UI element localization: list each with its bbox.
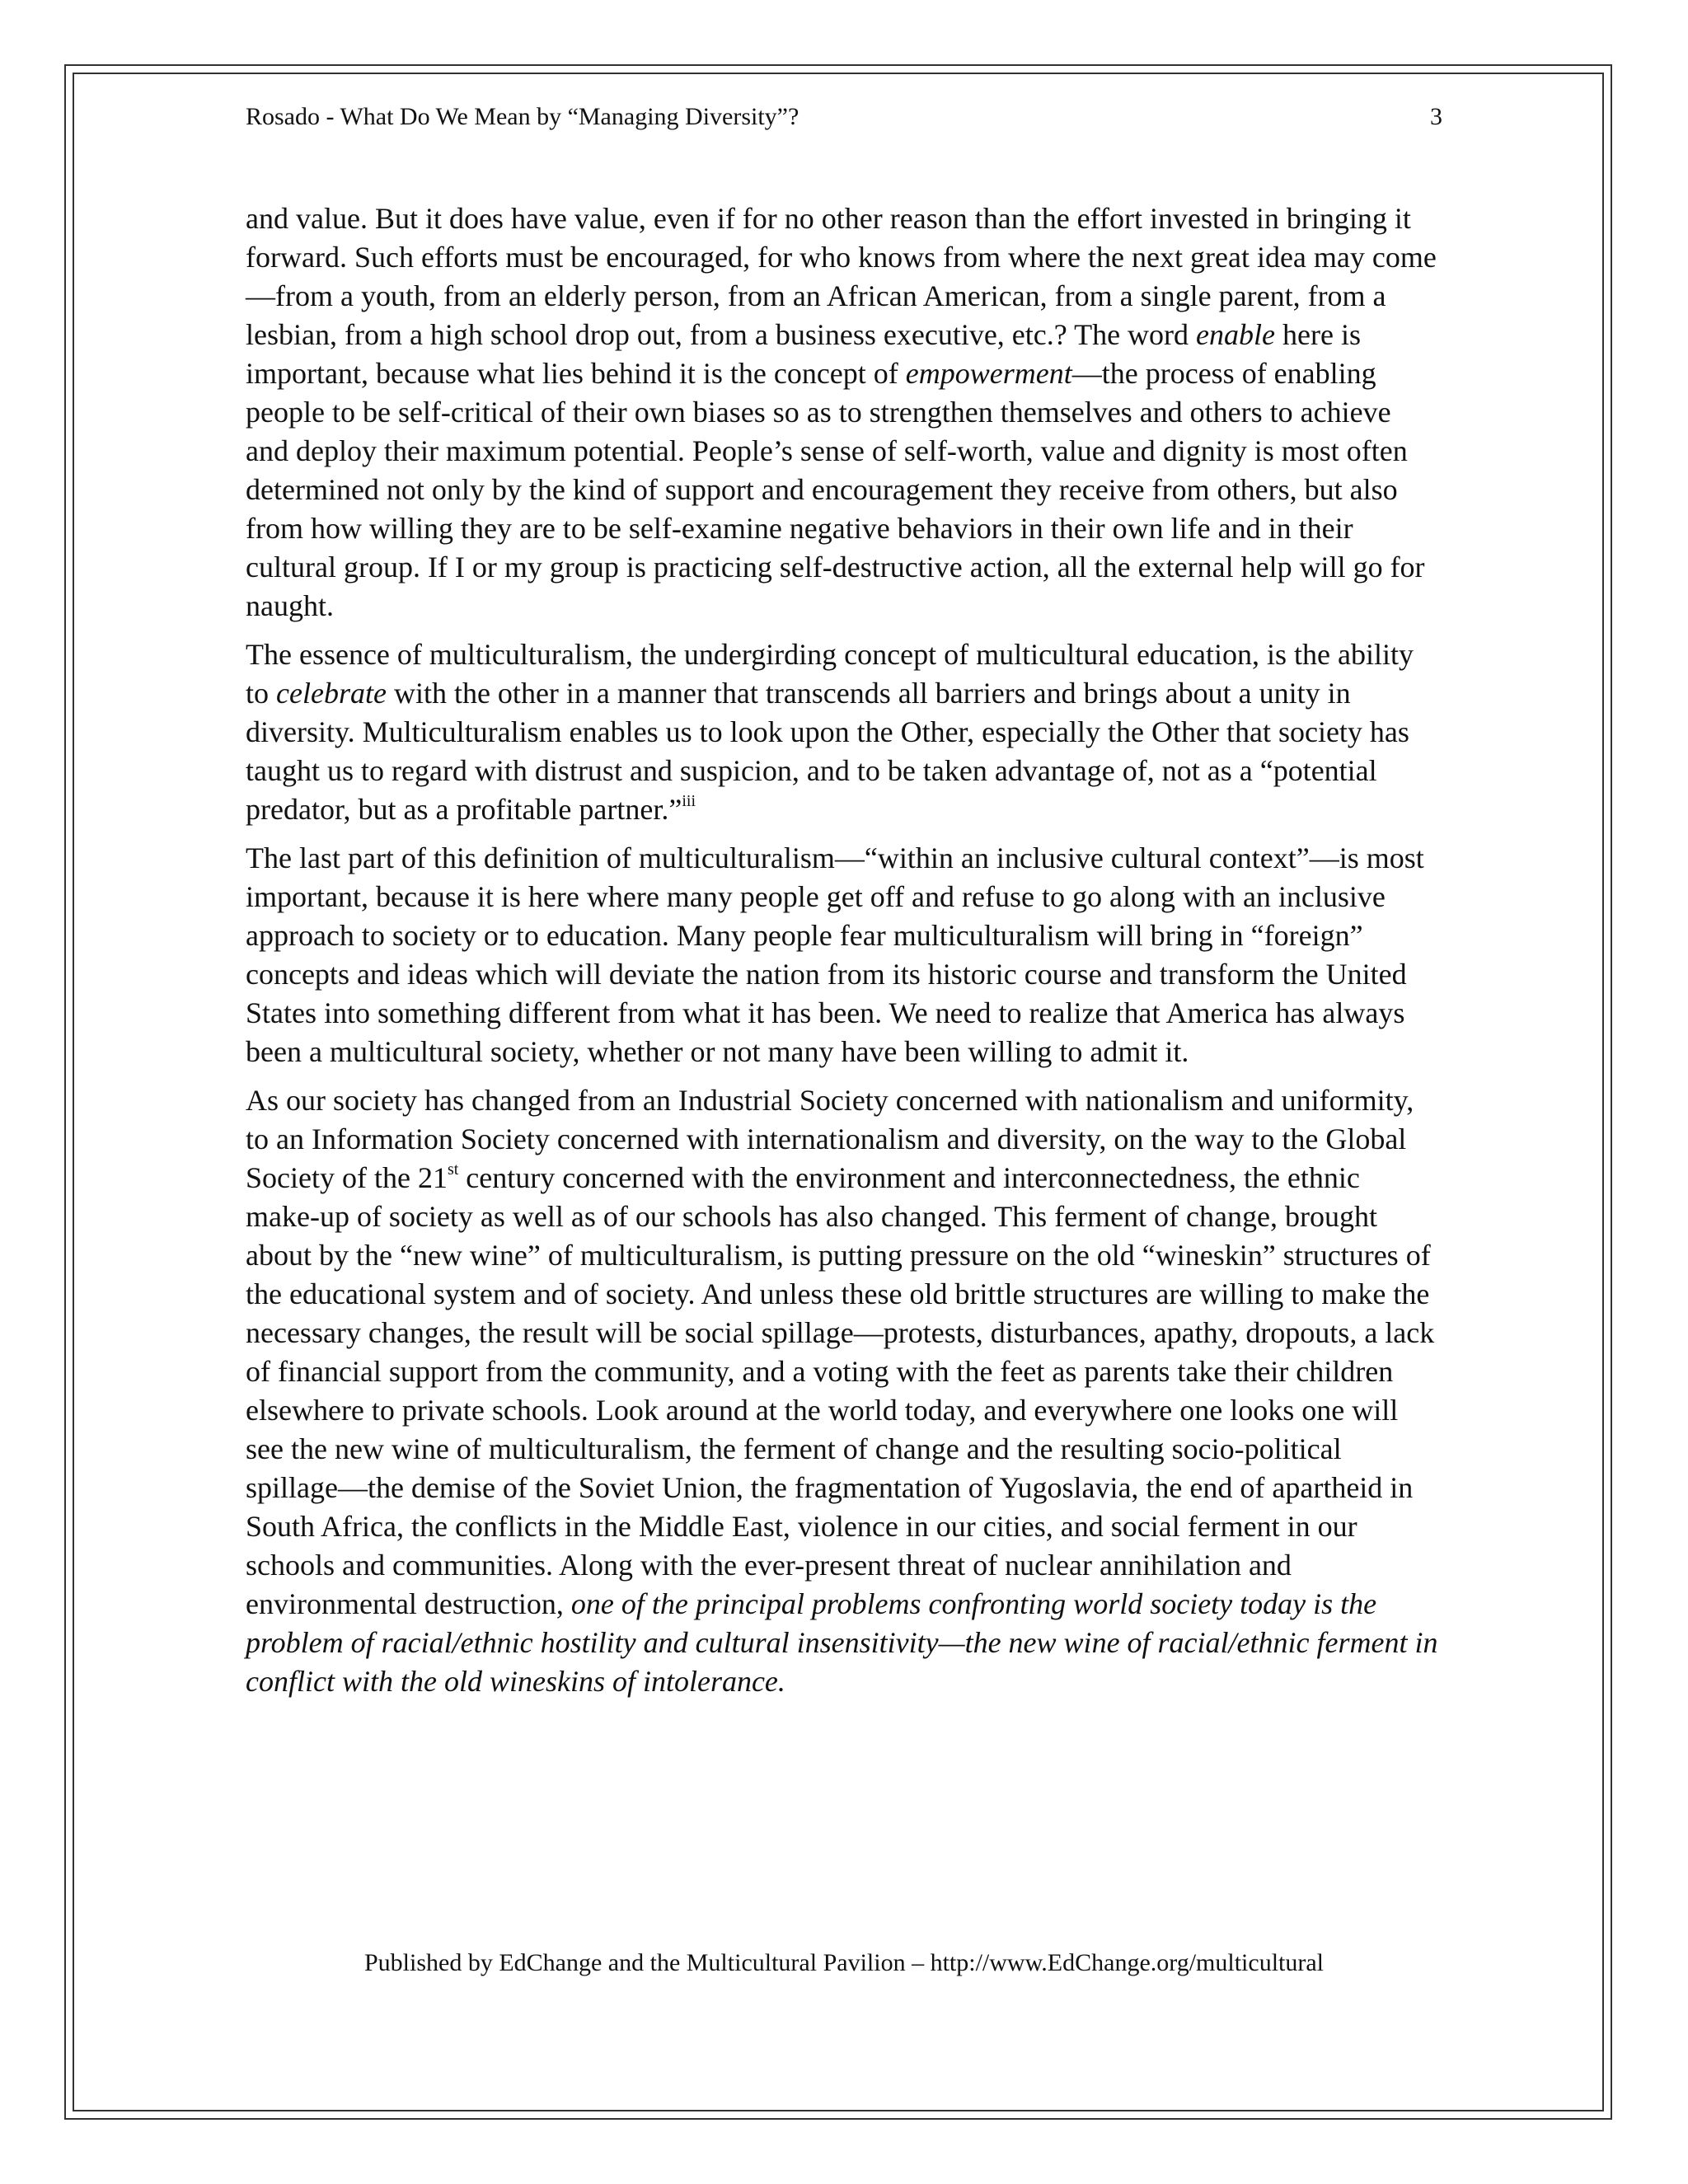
paragraph-1-text-a: and value. But it does have value, even if for no other reason than the effort invested in bringing it forward. Such efforts must be encouraged, for who knows from where the next great idea may come—from a youth, from an elderly person, from an African American, from a single parent, from a lesbian, from a high school drop out, from a business executive, etc.? The word: [246, 202, 1437, 351]
paragraph-2-text-c: with the other in a manner that transcends all barriers and brings about a unity in diversity. Multiculturalism enables us to look upon the Other, especially the Other that society has taught us to regard with distrust and suspicion, and to be taken advantage of, not as a “potential predator, but as a profitable partner.”: [246, 677, 1409, 826]
paragraph-4-text-b: century concerned with the environment and interconnectedness, the ethnic make-up of society as well as of our schools has also changed. This ferment of change, brought about by the “new wine” of multiculturalism, is putting pressure on the old “wineskin” structures of the educational system and of society. And unless these old brittle structures are willing to make the necessary changes, the result will be social spillage—protests, disturbances, apathy, dropouts, a lack of financial support from the community, and a voting with the feet as parents take their children elsewhere to private schools. Look around at the world today, and everywhere one looks one will see the new wine of multiculturalism, the ferment of change and the resulting socio-political spillage—the demise of the Soviet Union, the fragmentation of Yugoslavia, the end of apartheid in South Africa, the conflicts in the Middle East, violence in our cities, and social ferment in our schools and communities. Along with the ever-present threat of nuclear annihilation and environmental destruction,: [246, 1161, 1435, 1620]
endnote-marker: iii: [682, 792, 696, 810]
paragraph-4-text-a: As our society has changed from an Industrial Society concerned with nationalism and uniformity, to an Information Society concerned with internationalism and diversity, on the way to the Global Society of the 21: [246, 1084, 1414, 1194]
document-body: [246, 199, 1441, 1711]
page-footer: Published by EdChange and the Multicultural Pavilion – http://www.EdChange.org/multicultural: [363, 1949, 1325, 1976]
paragraph-1-italic-empowerment: empowerment: [905, 357, 1072, 390]
paragraph-1-text-e: —the process of enabling people to be self-critical of their own biases so as to strengthen themselves and others to achieve and deploy their maximum potential. People’s sense of self-worth, value and dignity is most often determined not only by the kind of support and encouragement they receive from others, but also from how willing they are to be self-examine negative behaviors in their own life and in their cultural group. If I or my group is practicing self-destructive action, all the external help will go for naught.: [246, 357, 1425, 622]
paragraph-1-text-c: here is important, because what lies behind it is the concept of: [246, 318, 1361, 390]
header-title: Rosado - What Do We Mean by “Managing Diversity”?: [246, 103, 799, 130]
page-number: 3: [1430, 103, 1442, 130]
paragraph-3: The last part of this definition of multiculturalism—“within an inclusive cultural context”—is most important, because it is here where many people get off and refuse to go along with an inclusive approach to society or to education. Many people fear multiculturalism will bring in “foreign” concepts and ideas which will deviate the nation from its historic course and transform the United States into something different from what it has been. We need to realize that America has always been a multicultural society, whether or not many have been willing to admit it.: [246, 841, 1424, 1068]
ordinal-suffix: st: [447, 1160, 459, 1179]
paragraph-2-italic-celebrate: celebrate: [276, 677, 387, 710]
paragraph-1: [246, 199, 1441, 626]
running-header: [246, 96, 1442, 138]
paragraph-4: [246, 1081, 1441, 1701]
paragraph-2-text-a: The essence of multiculturalism, the undergirding concept of multicultural education, is the ability to: [246, 638, 1414, 710]
paragraph-4-italic-conclusion: one of the principal problems confronting world society today is the problem of racial/ethnic hostility and cultural insensitivity—the new wine of racial/ethnic ferment in conflict with the old wineskins of intolerance.: [246, 1587, 1438, 1698]
paragraph-2: [246, 635, 1441, 829]
paragraph-1-italic-enable: enable: [1196, 318, 1276, 351]
